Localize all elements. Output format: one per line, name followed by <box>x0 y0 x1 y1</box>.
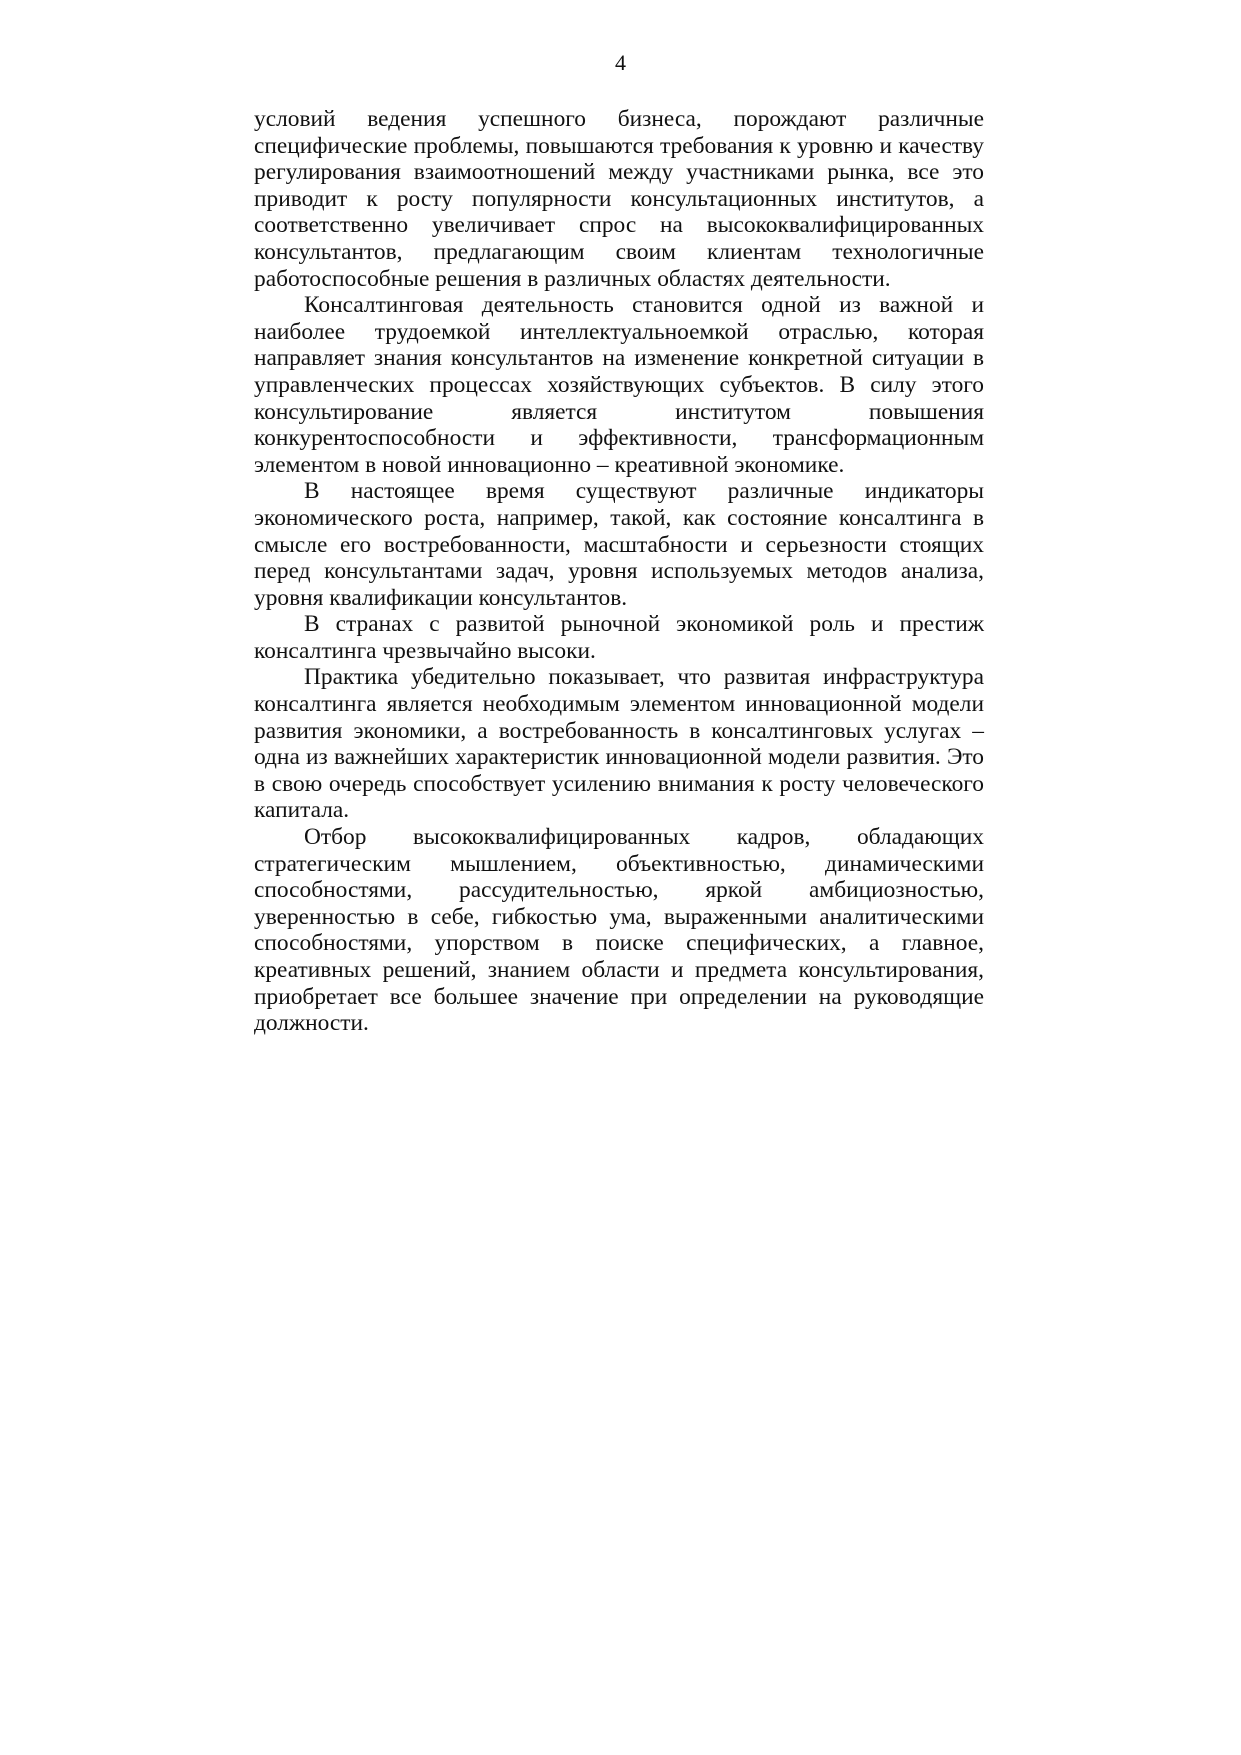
paragraph-4: В странах с развитой рыночной экономикой роль и престиж консалтинга чрезвычайно высоки. <box>254 611 984 664</box>
paragraph-3: В настоящее время существуют различные индикаторы экономического роста, например, такой, как состояние консалтинга в смысле его востребованности, масштабности и серьезности стоящих перед консультантами задач, уровня используемых методов анализа, уровня квалификации консультантов. <box>254 478 984 611</box>
page-number: 4 <box>615 50 626 75</box>
paragraph-2: Консалтинговая деятельность становится одной из важной и наиболее трудоемкой интеллектуальноемкой отраслью, которая направляет знания консультантов на изменение конкретной ситуации в управленческих процессах хозяйствующих субъектов. В силу этого консультирование является институтом повышения конкурентоспособности и эффективности, трансформационным элементом в новой инновационно – креативной экономике. <box>254 292 984 478</box>
paragraph-6: Отбор высококвалифицированных кадров, обладающих стратегическим мышлением, объективностью, динамическими способностями, рассудительностью, яркой амбициозностью, уверенностью в себе, гибкостью ума, выраженными аналитическими способностями, упорством в поиске специфических, а главное, креативных решений, знанием области и предмета консультирования, приобретает все большее значение при определении на руководящие должности. <box>254 824 984 1037</box>
body-text <box>254 106 984 1037</box>
paragraph-5: Практика убедительно показывает, что развитая инфраструктура консалтинга является необходимым элементом инновационной модели развития экономики, а востребованность в консалтинговых услугах – одна из важнейших характеристик инновационной модели развития. Это в свою очередь способствует усилению внимания к росту человеческого капитала. <box>254 664 984 824</box>
paragraph-1: условий ведения успешного бизнеса, порождают различные специфические проблемы, повышаются требования к уровню и качеству регулирования взаимоотношений между участниками рынка, все это приводит к росту популярности консультационных институтов, а соответственно увеличивает спрос на высококвалифицированных консультантов, предлагающим своим клиентам технологичные работоспособные решения в различных областях деятельности. <box>254 106 984 292</box>
